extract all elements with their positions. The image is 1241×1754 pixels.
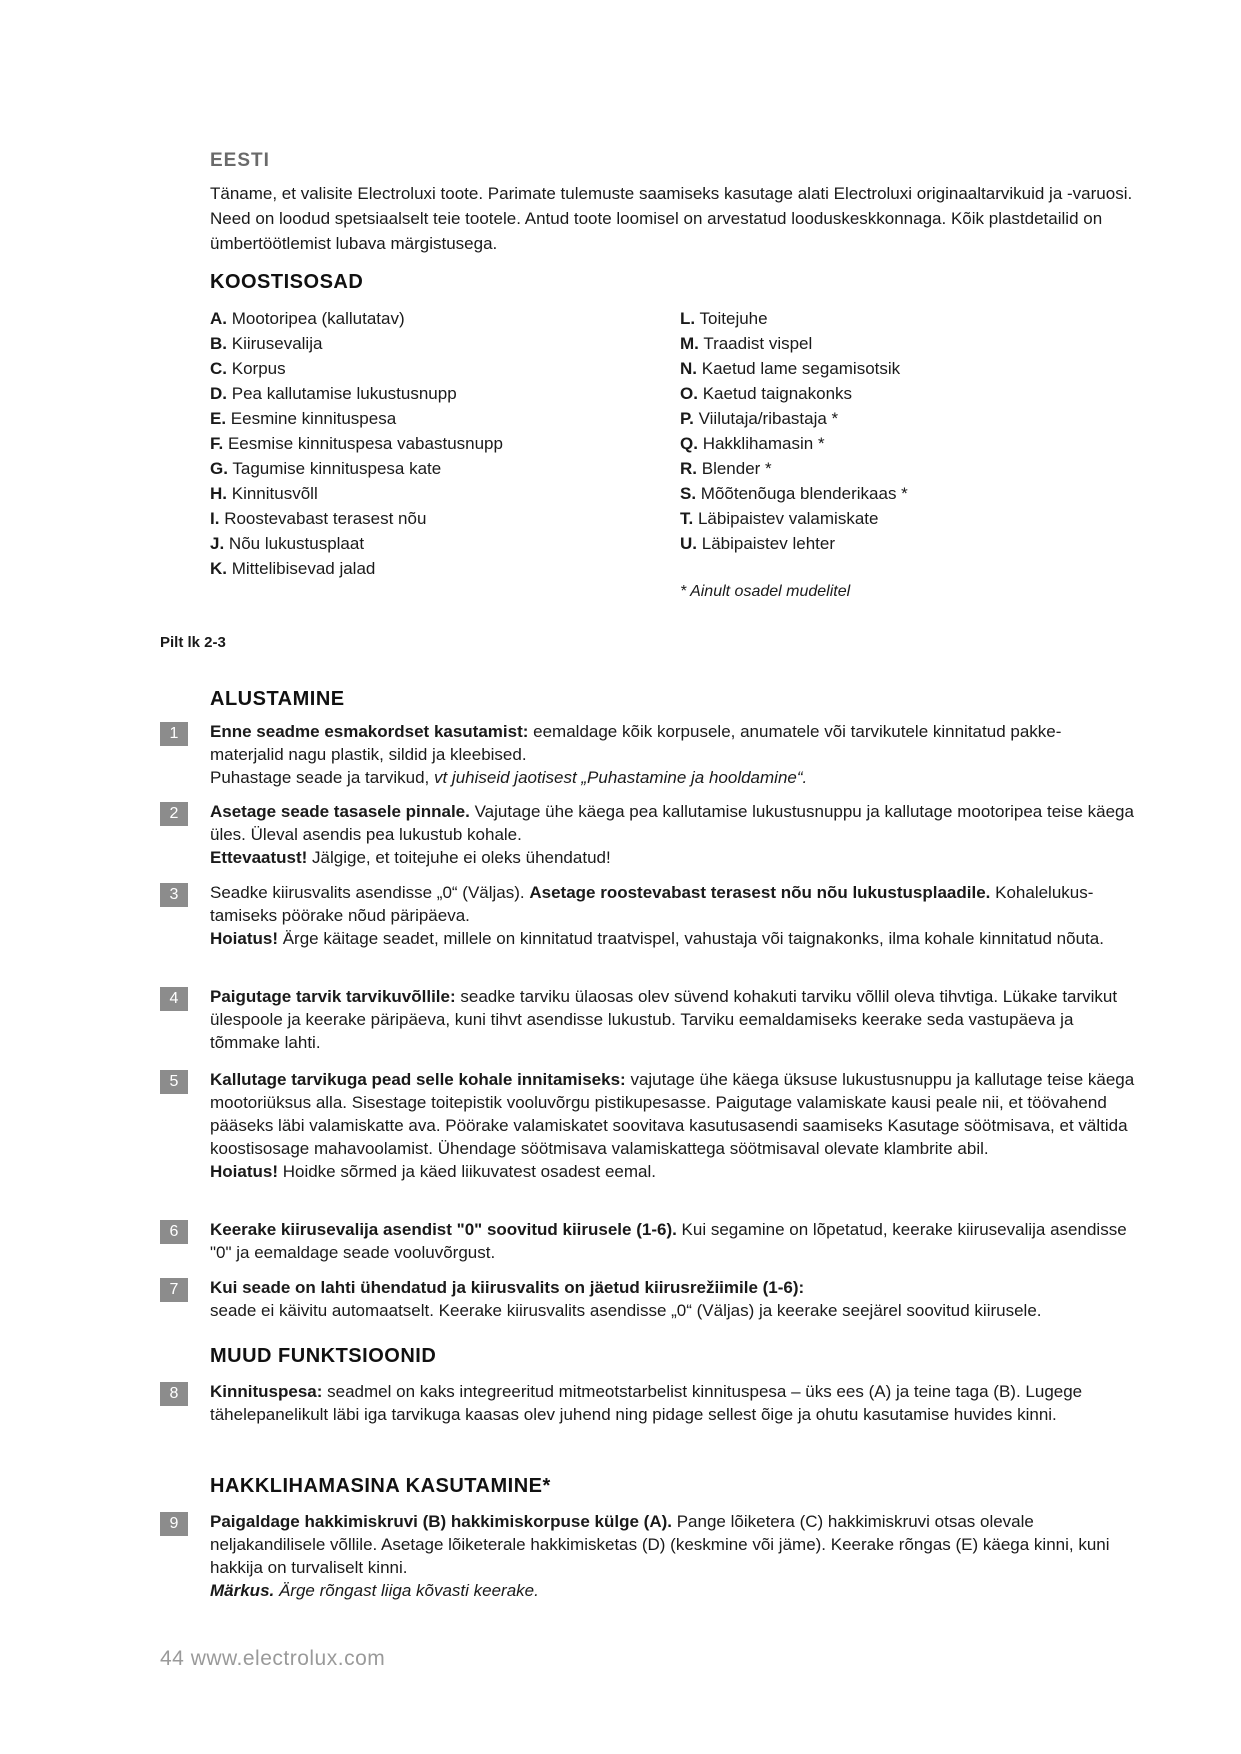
- step-body: vajutage ühe käega üksuse lukustusnuppu ja kallutage teise käega mootoriüksus alla. Sisestage toitepistik vooluvõrgu pistikupesasse. Paigutage valamiskate kausi peale nii, et töövahend pääseks läbi valamiskatte ava. Pöörake valamiskatet soovitava kasutusasendi saamiseks Kasutage söötmisava, et vältida koostisosage mahavoolamist. Ühendage söötmisava valamiskattega söötmisaval olevate klambrite abil.: [210, 1070, 1135, 1158]
- step-bold: Asetage seade tasasele pinnale.: [210, 802, 470, 821]
- step-text: [210, 1380, 1135, 1426]
- component-letter: E.: [210, 409, 227, 428]
- step-number: 9: [160, 1512, 188, 1536]
- component-item: [210, 531, 503, 556]
- component-item: [210, 356, 503, 381]
- step-number: 5: [160, 1070, 188, 1094]
- component-name: Traadist vispel: [703, 334, 813, 353]
- component-name: Toitejuhe: [699, 309, 768, 328]
- component-item: [680, 356, 908, 381]
- component-item: [210, 306, 503, 331]
- component-name: Mõõtenõuga blenderikaas *: [700, 484, 908, 503]
- section-title-muud-funktsioonid: MUUD FUNKTSIOONID: [210, 1345, 437, 1367]
- component-name: Läbipaistev valamiskate: [697, 509, 879, 528]
- warning-text: Ärge käitage seadet, millele on kinnitatud traatvispel, vahustaja või taignakonks, ilma kohale kinnitatud nõuta.: [278, 929, 1104, 948]
- component-letter: D.: [210, 384, 227, 403]
- components-title: KOOSTISOSAD: [210, 271, 364, 293]
- component-letter: M.: [680, 334, 699, 353]
- step-number: 6: [160, 1220, 188, 1244]
- step-text: [210, 985, 1135, 1054]
- step-body: Puhastage seade ja tarvikud,: [210, 768, 434, 787]
- component-item: [680, 506, 908, 531]
- warning-text: Jälgige, et toitejuhe ei oleks ühendatud!: [307, 848, 611, 867]
- component-name: Kaetud lame segamisotsik: [701, 359, 901, 378]
- warning-label: Hoiatus!: [210, 929, 278, 948]
- step-number: 2: [160, 802, 188, 826]
- component-letter: B.: [210, 334, 227, 353]
- component-item: [680, 331, 908, 356]
- warning-label: Hoiatus!: [210, 1162, 278, 1181]
- component-item: [680, 306, 908, 331]
- step-body: Pange lõiketera (C) hakkimiskruvi otsas olevale neljakandilisele võllile. Asetage lõiketerale hakkimisketas (D) (keskmine või jäme). Keerake rõngas (E) käega kinni, kuni hakkija on turvaliselt kinni.: [210, 1512, 1110, 1577]
- section-title-alustamine: ALUSTAMINE: [210, 688, 345, 710]
- step-text: [210, 800, 1135, 869]
- note-label: Märkus.: [210, 1581, 275, 1600]
- step-bold: Enne seadme esmakordset kasutamist:: [210, 722, 529, 741]
- step-text: [210, 1068, 1135, 1183]
- step-text: [210, 1218, 1135, 1264]
- component-name: Kiirusevalija: [231, 334, 323, 353]
- step-number: 8: [160, 1382, 188, 1406]
- component-item: [210, 381, 503, 406]
- step-text: [210, 881, 1135, 950]
- step-bold: Kinnituspesa:: [210, 1382, 323, 1401]
- step-body: Seadke kiirusvalits asendisse „0“ (Väljas).: [210, 883, 530, 902]
- component-name: Eesmise kinnituspesa vabastusnupp: [227, 434, 503, 453]
- component-letter: A.: [210, 309, 227, 328]
- step-body: seadke tarviku ülaosas olev süvend kohakuti tarviku võllil oleva tihvtiga. Lükake tarvikut ülespoole ja keerake päripäeva, kuni tihvt asendisse lukustub. Tarviku eemaldamiseks keerake seda vastupäeva ja tõmmake lahti.: [210, 987, 1118, 1052]
- step-bold: Kallutage tarvikuga pead selle kohale innitamiseks:: [210, 1070, 626, 1089]
- component-letter: Q.: [680, 434, 698, 453]
- component-item: [210, 406, 503, 431]
- step-body: Vajutage ühe käega pea kallutamise lukustusnuppu ja kallutage mootoripea teise käega üles. Üleval asendis pea lukustub kohale.: [210, 802, 1134, 844]
- component-item: [210, 556, 503, 581]
- component-item: [680, 431, 908, 456]
- step-bold: Kui seade on lahti ühendatud ja kiirusvalits on jäetud kiirusrežiimile (1-6):: [210, 1278, 805, 1297]
- components-right-list: [680, 306, 908, 556]
- component-name: Korpus: [231, 359, 286, 378]
- component-letter: N.: [680, 359, 697, 378]
- component-letter: I.: [210, 509, 220, 528]
- component-item: [210, 331, 503, 356]
- step-number: 1: [160, 722, 188, 746]
- component-letter: U.: [680, 534, 697, 553]
- component-name: Hakklihamasin *: [702, 434, 825, 453]
- component-letter: G.: [210, 459, 228, 478]
- component-name: Kinnitusvõll: [231, 484, 318, 503]
- step-bold: Asetage roostevabast terasest nõu nõu lukustusplaadile.: [529, 883, 991, 902]
- step-bold: Keerake kiirusevalija asendist "0" soovitud kiirusele (1-6).: [210, 1220, 677, 1239]
- component-name: Viilutaja/ribastaja *: [698, 409, 839, 428]
- component-letter: O.: [680, 384, 698, 403]
- component-name: Tagumise kinnituspesa kate: [232, 459, 442, 478]
- intro-paragraph: Täname, et valisite Electroluxi toote. Parimate tulemuste saamiseks kasutage alati Electroluxi originaaltarvikuid ja -varuosi. Need on loodud spetsiaalselt teie tootele. Antud toote loomisel on arvestatud looduskeskkonnaga. Kõik plastdetailid on ümbertöötlemist lubava märgistusega.: [210, 184, 1133, 253]
- component-item: [680, 456, 908, 481]
- step-body: Kui segamine on lõpetatud, keerake kiirusevalija asendisse "0" ja eemaldage seade vooluvõrgust.: [210, 1220, 1127, 1262]
- step-number: 3: [160, 883, 188, 907]
- component-name: Blender *: [701, 459, 772, 478]
- step-number: 7: [160, 1278, 188, 1302]
- component-name: Kaetud taignakonks: [702, 384, 853, 403]
- step-text: [210, 1510, 1135, 1602]
- component-name: Läbipaistev lehter: [701, 534, 835, 553]
- component-item: [210, 481, 503, 506]
- component-letter: C.: [210, 359, 227, 378]
- component-name: Mootoripea (kallutatav): [231, 309, 405, 328]
- component-letter: R.: [680, 459, 697, 478]
- step-body: seadmel on kaks integreeritud mitmeotstarbelist kinnituspesa – üks ees (A) ja teine taga (B). Lugege tähelepanelikult läbi iga tarvikuga kaasas olev juhend ning pidage sellest õige ja ohutu kasutamise huvides kinni.: [210, 1382, 1083, 1424]
- component-item: [210, 456, 503, 481]
- component-letter: L.: [680, 309, 696, 328]
- component-item: [680, 531, 908, 556]
- step-bold: Paigutage tarvik tarvikuvõllile:: [210, 987, 456, 1006]
- component-name: Roostevabast terasest nõu: [224, 509, 427, 528]
- warning-text: Hoidke sõrmed ja käed liikuvatest osadest eemal.: [278, 1162, 656, 1181]
- component-letter: F.: [210, 434, 224, 453]
- component-name: Eesmine kinnituspesa: [230, 409, 397, 428]
- step-number: 4: [160, 987, 188, 1011]
- language-title: EESTI: [210, 150, 270, 171]
- step-text: [210, 1276, 1135, 1322]
- figure-reference: Pilt lk 2-3: [160, 634, 226, 651]
- step-bold: Paigaldage hakkimiskruvi (B) hakkimiskorpuse külge (A).: [210, 1512, 672, 1531]
- step-body: seade ei käivitu automaatselt. Keerake kiirusvalits asendisse „0“ (Väljas) ja keerake seejärel soovitud kiirusele.: [210, 1301, 1042, 1320]
- component-item: [680, 481, 908, 506]
- step-text: [210, 720, 1135, 789]
- section-title-hakklihamasin: HAKKLIHAMASINA KASUTAMINE*: [210, 1475, 551, 1497]
- component-item: [680, 406, 908, 431]
- component-name: Nõu lukustusplaat: [228, 534, 365, 553]
- component-letter: K.: [210, 559, 227, 578]
- component-letter: S.: [680, 484, 697, 503]
- component-letter: P.: [680, 409, 694, 428]
- warning-label: Ettevaatust!: [210, 848, 308, 867]
- step-body: Kohalelukus-tamiseks pöörake nõud päripäeva.: [210, 883, 1094, 925]
- components-left-list: [210, 306, 503, 581]
- component-letter: J.: [210, 534, 225, 553]
- component-name: Mittelibisevad jalad: [231, 559, 376, 578]
- note-text: Ärge rõngast liiga kõvasti keerake.: [274, 1581, 539, 1600]
- component-item: [680, 381, 908, 406]
- component-name: Pea kallutamise lukustusnupp: [231, 384, 457, 403]
- step-italic-ref: vt juhiseid jaotisest „Puhastamine ja hooldamine“.: [433, 768, 808, 787]
- components-note: * Ainult osadel mudelitel: [680, 583, 851, 600]
- component-letter: H.: [210, 484, 227, 503]
- component-item: [210, 506, 503, 531]
- component-letter: T.: [680, 509, 694, 528]
- step-body: eemaldage kõik korpusele, anumatele või tarvikutele kinnitatud pakke-materjalid nagu plastik, sildid ja kleebised.: [210, 722, 1062, 764]
- page-footer: 44 www.electrolux.com: [160, 1647, 386, 1670]
- component-item: [210, 431, 503, 456]
